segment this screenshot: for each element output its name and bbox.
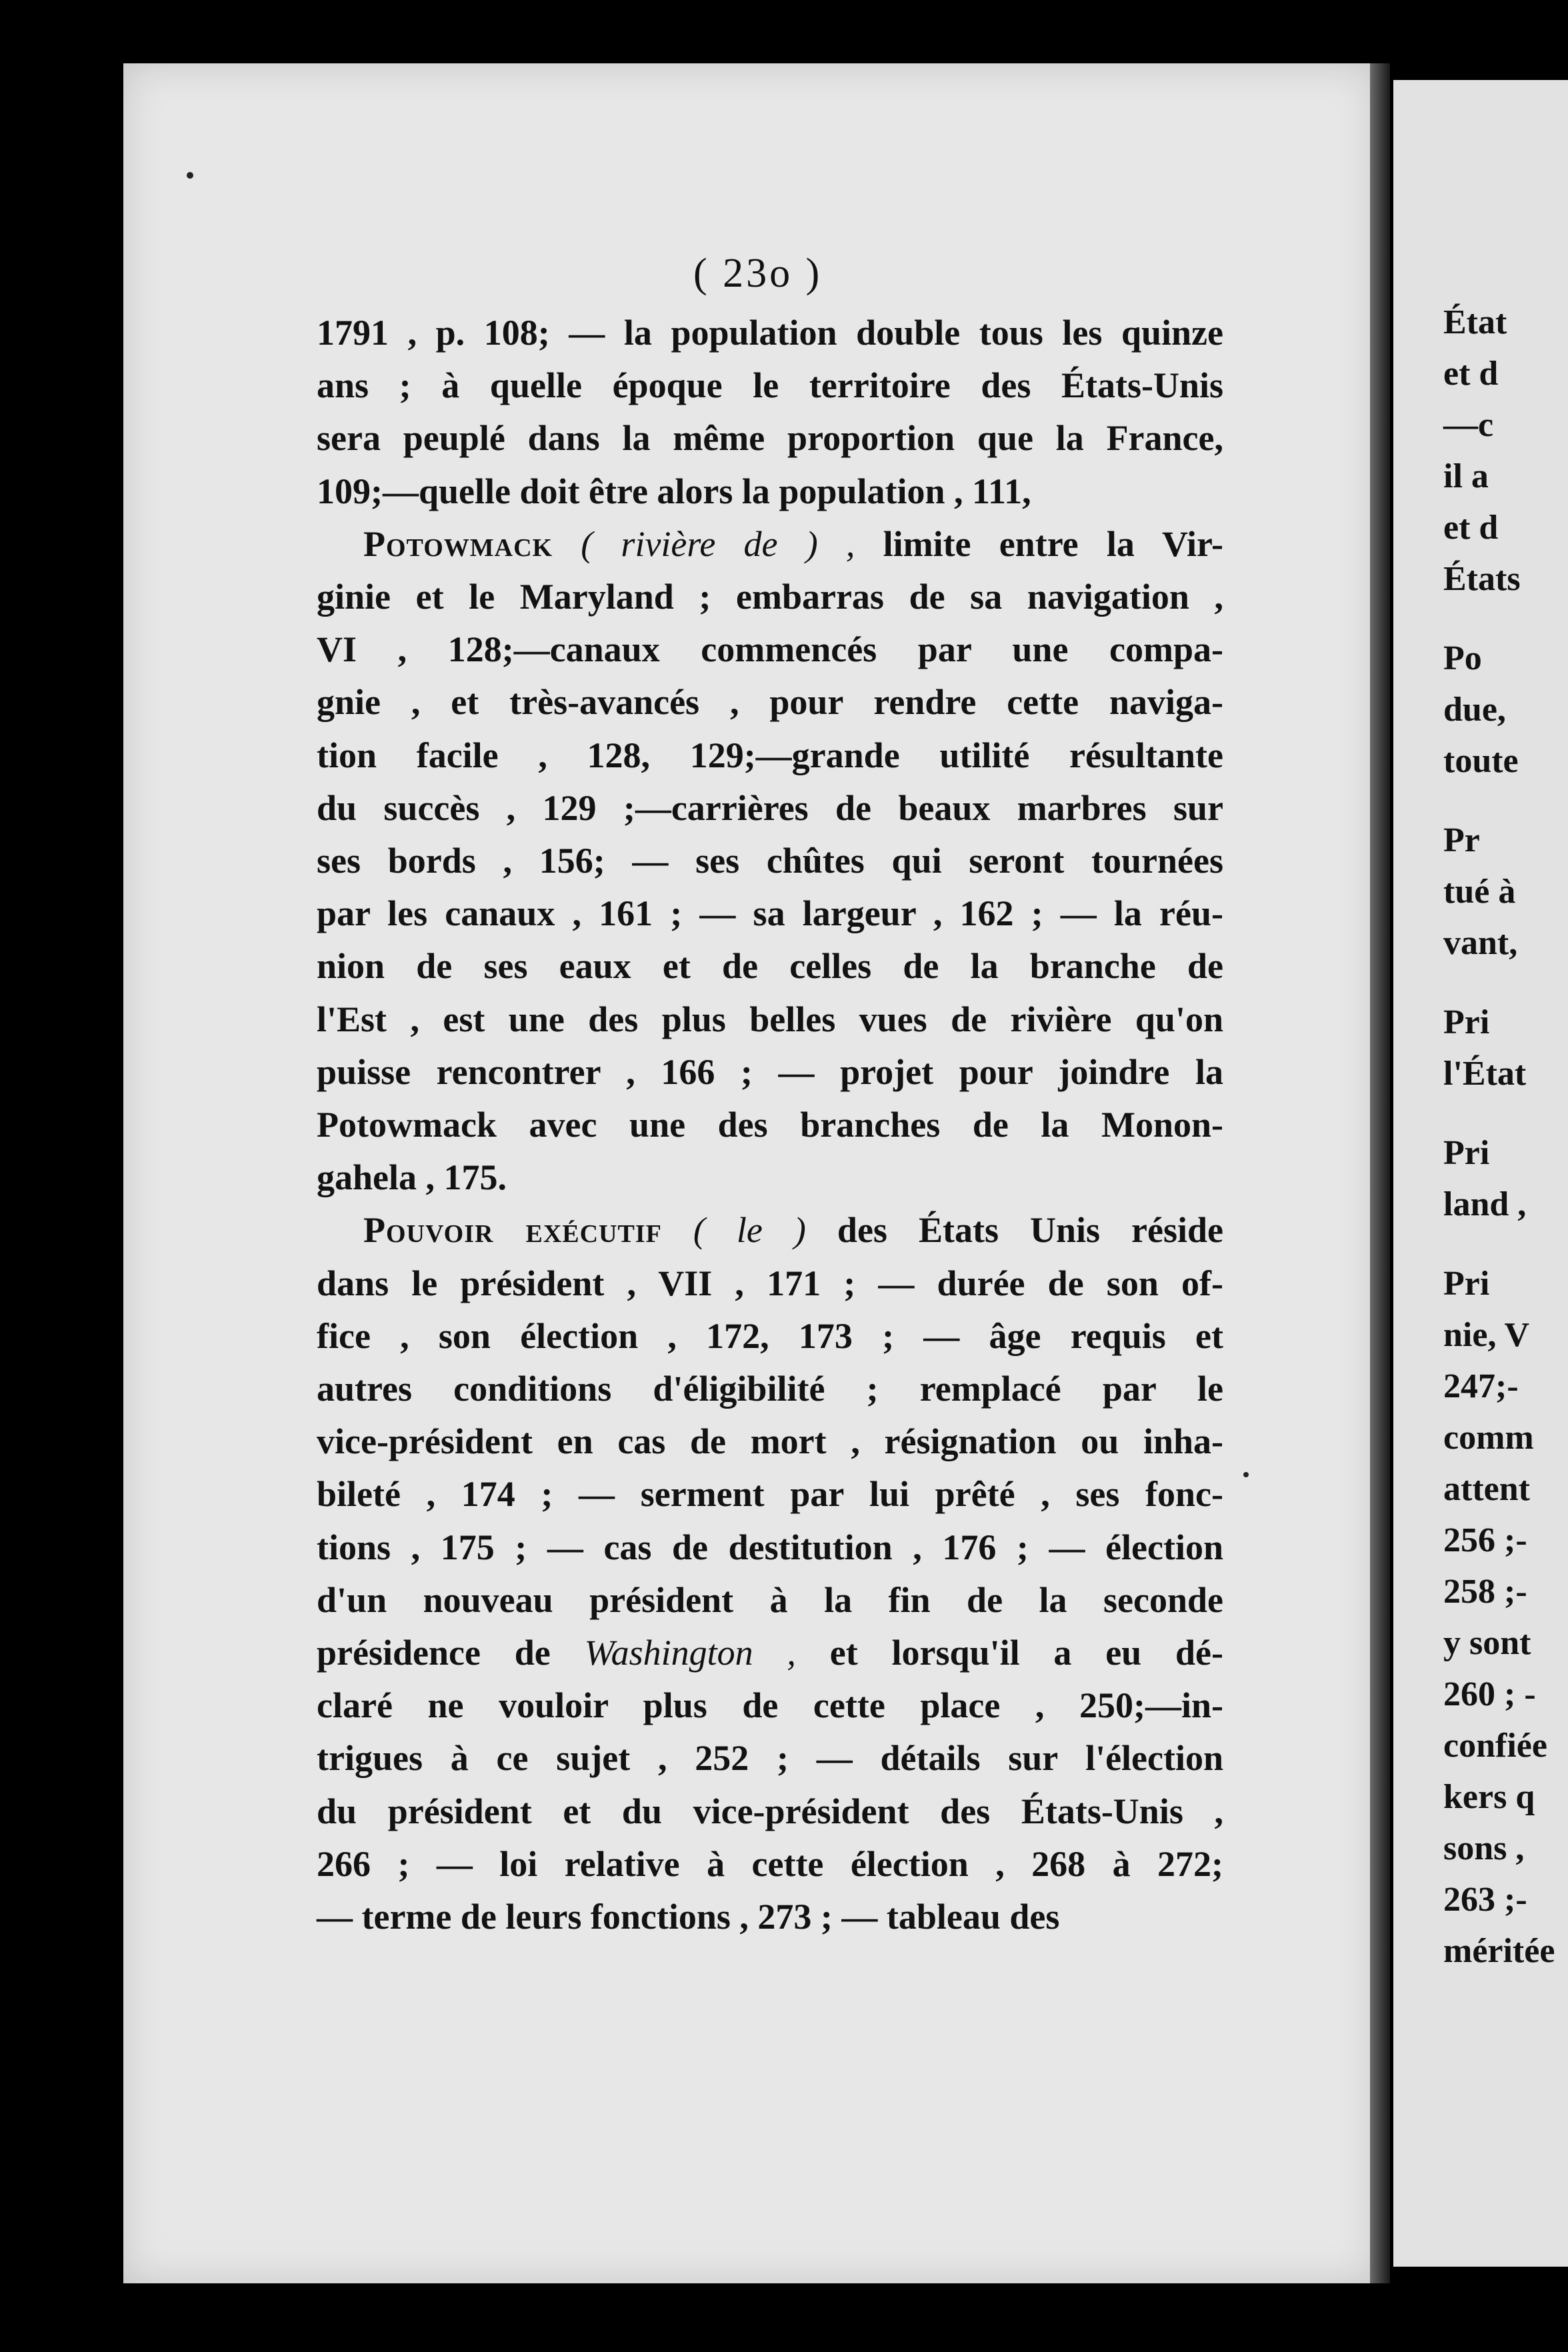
- text-segment: gnie , et très-avancés , pour rendre cette naviga-: [317, 682, 1223, 723]
- text-segment: 109;—quelle doit être alors la population , 111,: [317, 471, 1031, 511]
- ink-speck: [187, 172, 193, 179]
- facing-page-line: y sont: [1443, 1624, 1531, 1662]
- facing-page-line: Pri: [1443, 1265, 1490, 1303]
- facing-page-line: Po: [1443, 639, 1482, 677]
- text-segment: autres conditions d'éligibilité ; remplacé par le: [317, 1369, 1223, 1409]
- text-segment: [553, 524, 581, 564]
- facing-page-line: 247;-: [1443, 1367, 1519, 1405]
- text-line: [317, 465, 1223, 518]
- facing-page-line: et d: [1443, 509, 1499, 547]
- text-line: [317, 518, 1223, 571]
- text-segment: du président et du vice-président des États-Unis ,: [317, 1791, 1223, 1831]
- text-segment: 266 ; — loi relative à cette élection , 268 à 272;: [317, 1843, 1223, 1884]
- entry-heading: Potowmack: [363, 523, 553, 564]
- facing-page-line: confiée: [1443, 1727, 1547, 1765]
- text-line: [317, 1627, 1223, 1679]
- facing-page-line: toute: [1443, 742, 1519, 780]
- text-segment: d'un nouveau président à la fin de la seconde: [317, 1579, 1223, 1620]
- text-line: [317, 1574, 1223, 1627]
- text-line: [317, 1679, 1223, 1732]
- text-segment: [662, 1210, 693, 1250]
- facing-page-line: —c: [1443, 406, 1494, 444]
- text-line: [317, 835, 1223, 887]
- text-line: [317, 1151, 1223, 1204]
- facing-page-line: nie, V: [1443, 1316, 1530, 1354]
- text-line: [317, 1310, 1223, 1363]
- text-line: [317, 1785, 1223, 1838]
- text-segment: ans ; à quelle époque le territoire des États-Unis: [317, 365, 1223, 406]
- italic-text: ( le ): [693, 1210, 806, 1251]
- text-line: [317, 359, 1223, 412]
- text-segment: dans le président , VII , 171 ; — durée de son of-: [317, 1263, 1223, 1303]
- text-segment: Potowmack avec une des branches de la Monon-: [317, 1105, 1223, 1145]
- text-segment: fice , son élection , 172, 173 ; — âge requis et: [317, 1315, 1223, 1356]
- facing-page-line: 258 ;-: [1443, 1573, 1527, 1611]
- text-segment: tions , 175 ; — cas de destitution , 176 ; — élection: [317, 1527, 1223, 1567]
- ink-speck: [1243, 1472, 1249, 1477]
- text-segment: nion de ses eaux et de celles de la branche de: [317, 946, 1223, 987]
- text-line: [317, 623, 1223, 676]
- entry-heading: Pouvoir exécutif: [363, 1210, 662, 1251]
- text-segment: — terme de leurs fonctions , 273 ; — tableau des: [317, 1897, 1060, 1937]
- text-line: [317, 782, 1223, 835]
- text-line: [317, 571, 1223, 623]
- facing-page-line: land ,: [1443, 1185, 1527, 1223]
- facing-page-line: vant,: [1443, 924, 1518, 962]
- text-segment: ses bords , 156; — ses chûtes qui seront tournées: [317, 841, 1223, 881]
- text-segment: l'Est , est une des plus belles vues de rivière qu'on: [317, 999, 1223, 1039]
- text-segment: VI , 128;—canaux commencés par une compa-: [317, 629, 1223, 670]
- text-line: [317, 412, 1223, 465]
- text-segment: ginie et le Maryland ; embarras de sa navigation ,: [317, 577, 1223, 617]
- text-line: [317, 1363, 1223, 1415]
- facing-page-line: il a: [1443, 457, 1489, 495]
- page-number: ( 23o ): [693, 251, 823, 296]
- text-line: [317, 307, 1223, 359]
- facing-page-line: comm: [1443, 1419, 1534, 1457]
- facing-page-line: Pr: [1443, 821, 1480, 859]
- text-line: [317, 729, 1223, 782]
- index-text-column: [317, 307, 1223, 1943]
- facing-page-line: due,: [1443, 691, 1506, 729]
- text-segment: puisse rencontrer , 166 ; — projet pour joindre la: [317, 1051, 1223, 1092]
- text-line: [317, 1838, 1223, 1891]
- book-gutter: [1370, 63, 1390, 2283]
- text-line: [317, 1521, 1223, 1574]
- facing-page-line: sons ,: [1443, 1829, 1525, 1867]
- text-segment: tion facile , 128, 129;—grande utilité résultante: [317, 735, 1223, 775]
- facing-page-line: méritée: [1443, 1932, 1555, 1970]
- text-segment: trigues à ce sujet , 252 ; — détails sur l'élection: [317, 1738, 1223, 1779]
- text-line: [317, 887, 1223, 940]
- facing-page-line: États: [1443, 560, 1521, 598]
- text-segment: par les canaux , 161 ; — sa largeur , 162 ; — la réu-: [317, 893, 1223, 934]
- facing-page-line: et d: [1443, 355, 1499, 393]
- text-segment: et lorsqu'il a eu dé-: [795, 1633, 1223, 1673]
- text-segment: bileté , 174 ; — serment par lui prêté , ses fonc-: [317, 1474, 1223, 1515]
- facing-page-line: kers q: [1443, 1778, 1535, 1816]
- text-line: [317, 1099, 1223, 1151]
- facing-page-line: 260 ; -: [1443, 1675, 1536, 1713]
- text-line: [317, 1732, 1223, 1785]
- facing-page-line: 256 ;-: [1443, 1521, 1527, 1559]
- text-line: [317, 1415, 1223, 1468]
- text-segment: présidence de: [317, 1633, 585, 1673]
- text-segment: gahela , 175.: [317, 1157, 507, 1198]
- text-line: [317, 940, 1223, 993]
- text-line: [317, 993, 1223, 1046]
- text-line: [317, 1046, 1223, 1099]
- text-line: [317, 1468, 1223, 1521]
- text-line: [317, 1257, 1223, 1310]
- text-segment: des États Unis réside: [805, 1210, 1224, 1251]
- text-segment: sera peuplé dans la même proportion que la France,: [317, 418, 1223, 459]
- facing-page-line: tué à: [1443, 873, 1516, 911]
- facing-page-line: 263 ;-: [1443, 1881, 1527, 1919]
- facing-page-line: attent: [1443, 1470, 1530, 1508]
- text-segment: claré ne vouloir plus de cette place , 250;—in-: [317, 1685, 1223, 1726]
- facing-page-line: État: [1443, 303, 1507, 341]
- italic-text: Washington ,: [584, 1633, 796, 1673]
- text-line: [317, 676, 1223, 729]
- text-line: [317, 1204, 1223, 1257]
- facing-page-line: Pri: [1443, 1134, 1490, 1172]
- facing-page-text: [1443, 297, 1568, 1977]
- text-segment: limite entre la Vir-: [855, 523, 1223, 564]
- text-segment: vice-président en cas de mort , résignation ou inha-: [317, 1421, 1223, 1462]
- text-line: [317, 1891, 1223, 1943]
- text-segment: du succès , 129 ;—carrières de beaux marbres sur: [317, 787, 1223, 828]
- text-segment: 1791 , p. 108; — la population double tous les quinze: [317, 313, 1223, 353]
- facing-page-line: l'État: [1443, 1055, 1527, 1093]
- italic-text: ( rivière de ) ,: [581, 523, 855, 564]
- facing-page-line: Pri: [1443, 1003, 1490, 1041]
